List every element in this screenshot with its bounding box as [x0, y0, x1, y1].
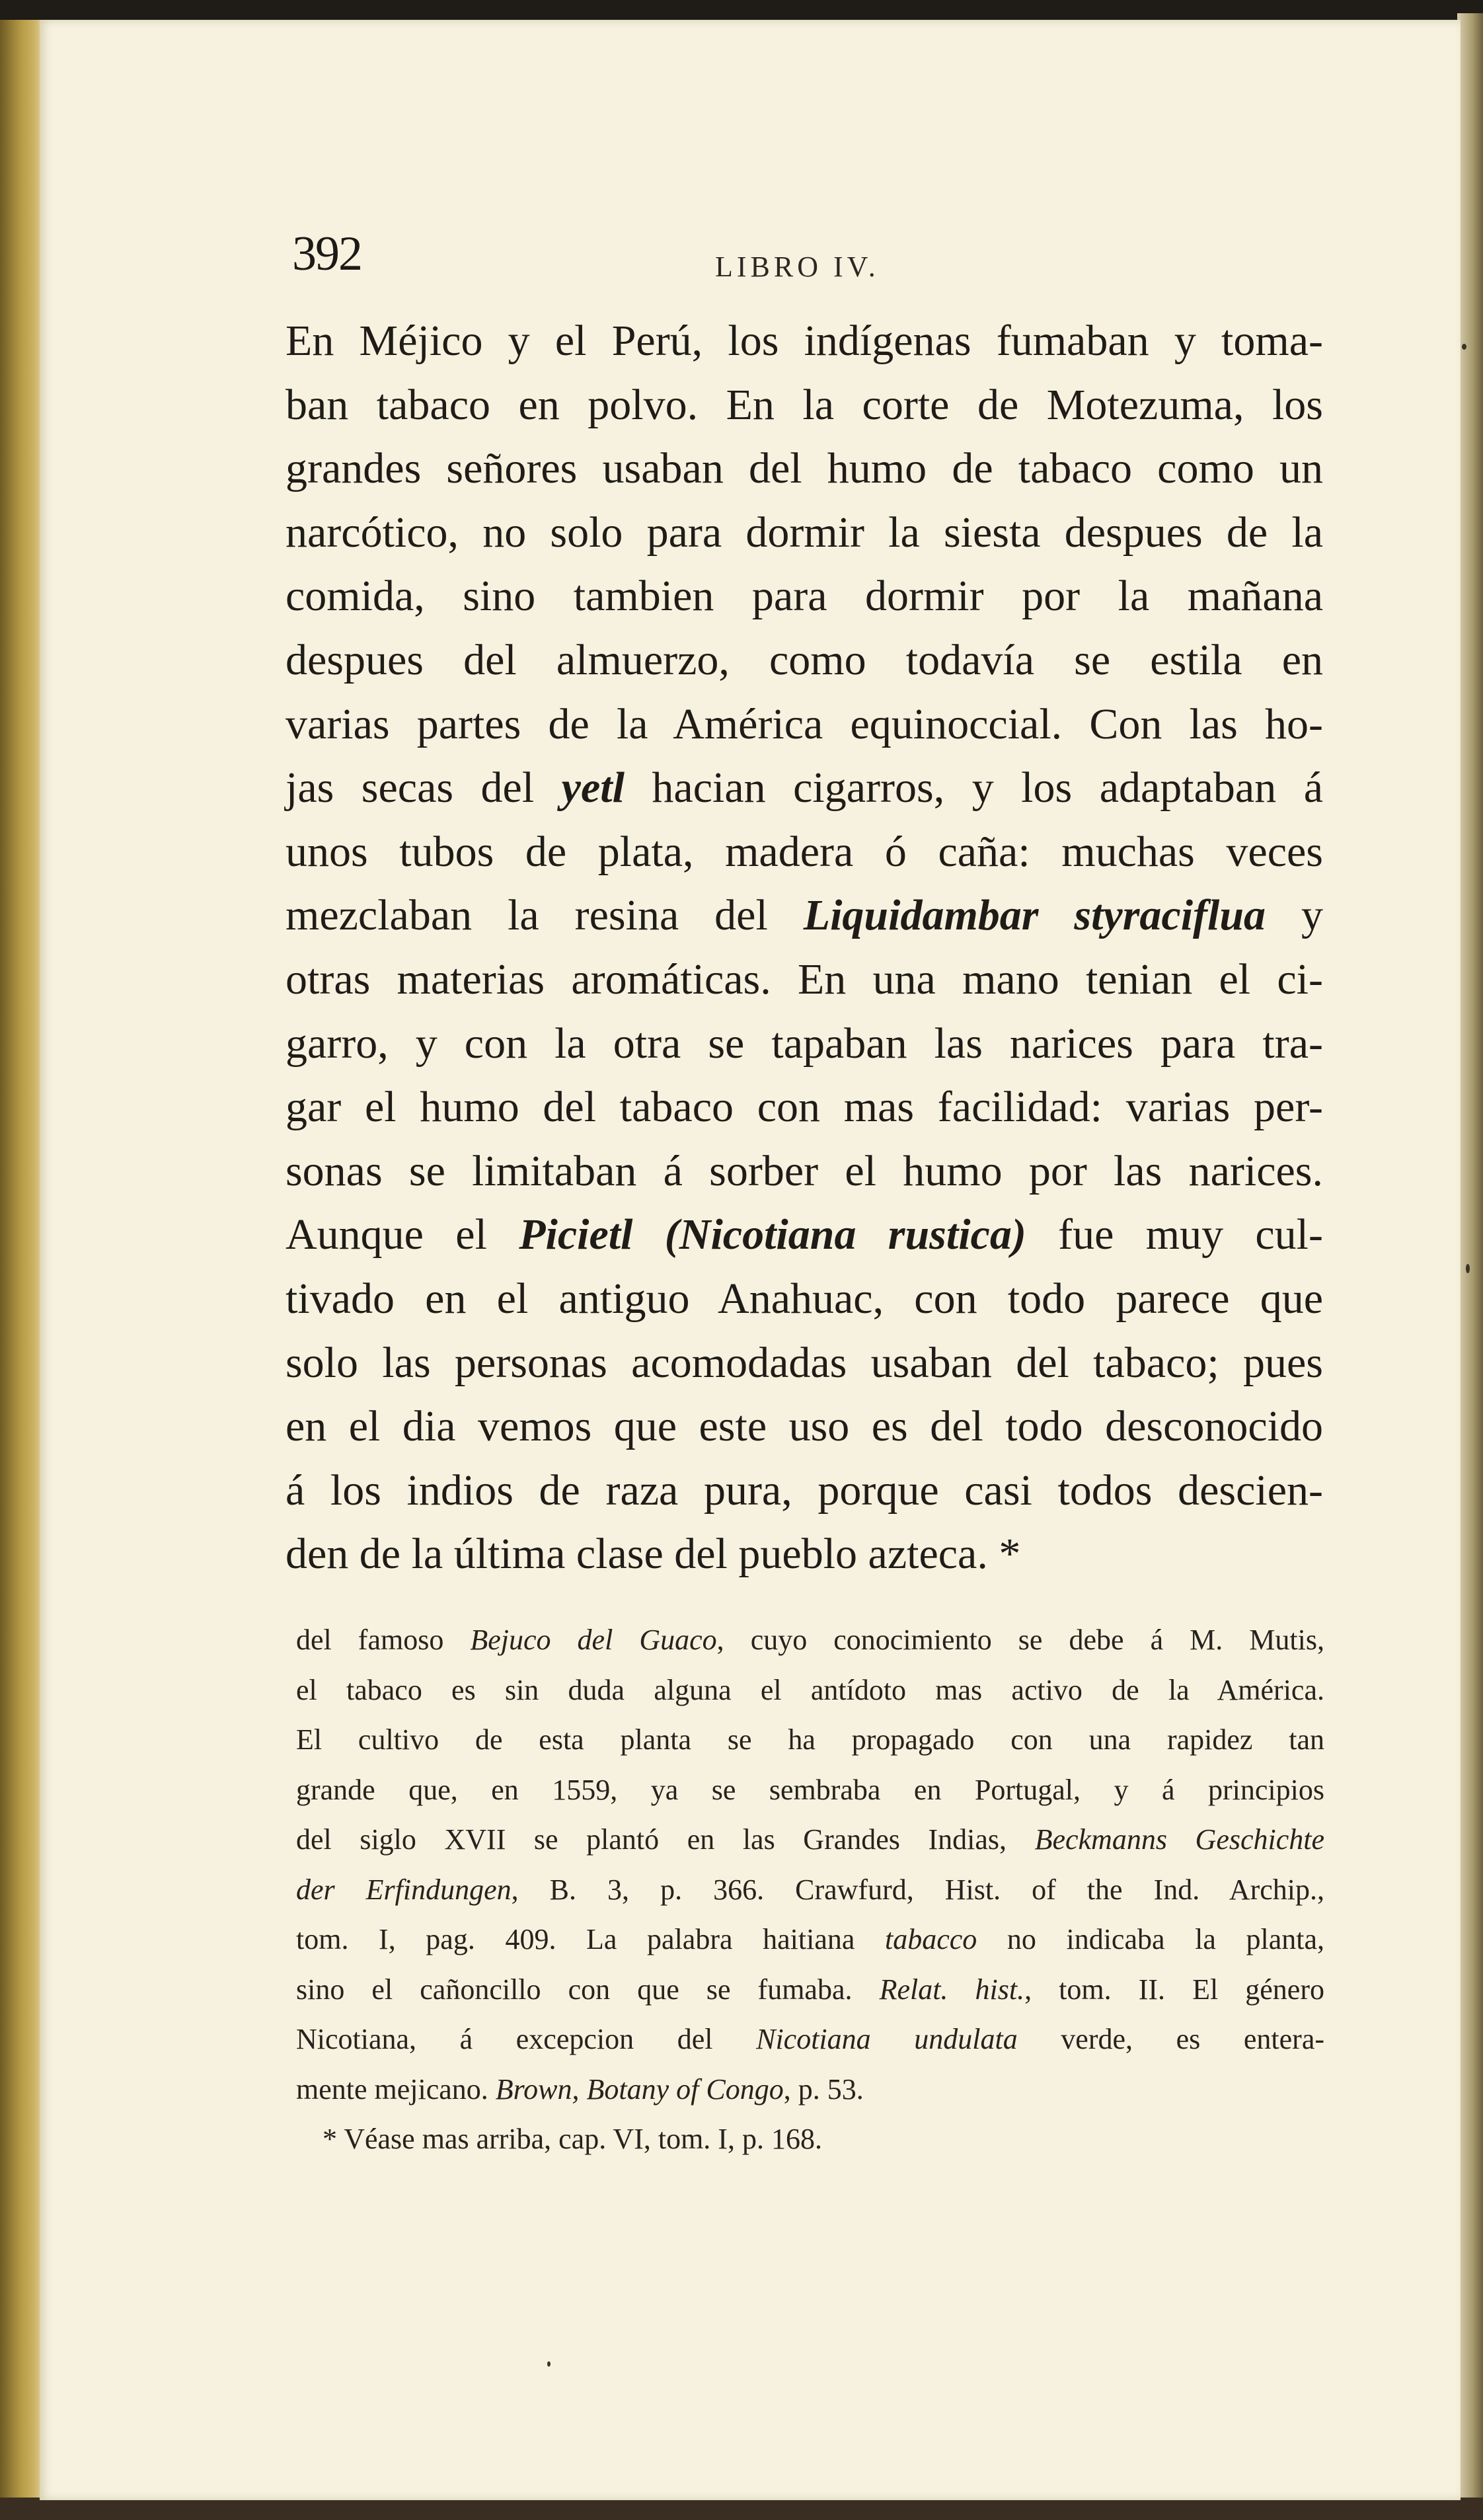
italic-term: Picietl (Nicotiana rustica) — [519, 1210, 1026, 1259]
text-line: ban tabaco en polvo. En la corte de Motezuma, los — [285, 380, 1323, 429]
page-header — [252, 213, 1356, 286]
italic-term: Bejuco del Guaco — [470, 1624, 717, 1656]
italic-term: Nicotiana undulata — [756, 2023, 1018, 2055]
italic-term: tabacco — [884, 1923, 977, 1955]
ink-speck — [547, 2361, 551, 2367]
text-line: garro, y con la otra se tapaban las narices para tra- — [285, 1019, 1323, 1068]
footnote-line: del famoso Bejuco del Guaco, cuyo conocimiento se debe á M. Mutis, — [296, 1624, 1324, 1656]
scan-top-border — [0, 0, 1483, 22]
footnote-line: Nicotiana, á excepcion del Nicotiana undulata verde, es entera- — [296, 2023, 1324, 2055]
italic-term: Beckmanns Geschichte — [1034, 1823, 1325, 1856]
footnotes-block — [296, 1615, 1324, 2164]
text-line: jas secas del yetl hacian cigarros, y los adaptaban á — [285, 764, 1323, 812]
ink-speck — [1466, 1264, 1470, 1273]
footnote-line: el tabaco es sin duda alguna el antídoto mas activo de la América. — [296, 1673, 1324, 1706]
text-line: tivado en el antiguo Anahuac, con todo parece que — [285, 1274, 1323, 1323]
text-line: solo las personas acomodadas usaban del tabaco; pues — [285, 1338, 1323, 1387]
text-line: despues del almuerzo, como todavía se estila en — [285, 635, 1323, 684]
footnote-asterisk: * Véase mas arriba, cap. VI, tom. I, p. 168. — [323, 2123, 822, 2155]
running-head: LIBRO IV. — [715, 251, 880, 283]
text-line: grandes señores usaban del humo de tabaco como un — [285, 444, 1323, 493]
italic-term: Brown, Botany of Congo — [495, 2072, 784, 2106]
footnote-line: sino el cañoncillo con que se fumaba. Relat. hist., tom. II. El género — [296, 1973, 1324, 2006]
text-line: Aunque el Picietl (Nicotiana rustica) fue muy cul- — [285, 1210, 1323, 1259]
footnote-line: mente mejicano. Brown, Botany of Congo, p. 53. — [296, 2072, 864, 2106]
footnote-line: del siglo XVII se plantó en las Grandes Indias, Beckmanns Geschichte — [296, 1823, 1325, 1856]
ink-speck — [1462, 344, 1466, 350]
text-line: mezclaban la resina del Liquidambar styraciflua y — [285, 891, 1323, 940]
footnote-line: grande que, en 1559, ya se sembraba en Portugal, y á principios — [296, 1773, 1324, 1806]
italic-term: yetl — [561, 764, 625, 812]
text-line: sonas se limitaban á sorber el humo por las narices. — [285, 1146, 1323, 1195]
text-line: á los indios de raza pura, porque casi todos descien- — [285, 1466, 1323, 1515]
text-line: unos tubos de plata, madera ó caña: muchas veces — [285, 827, 1323, 876]
italic-term: der Erfindungen — [296, 1873, 512, 1906]
footnote-line: El cultivo de esta planta se ha propagado con una rapidez tan — [296, 1723, 1324, 1756]
text-line: otras materias aromáticas. En una mano tenian el ci- — [285, 955, 1323, 1004]
footnote-line: tom. I, pag. 409. La palabra haitiana tabacco no indicaba la planta, — [296, 1923, 1324, 1955]
page-edge-right — [1457, 13, 1483, 2505]
text-line: en el dia vemos que este uso es del todo desconocido — [285, 1402, 1323, 1451]
italic-term: Relat. hist. — [879, 1973, 1025, 2006]
scan-bottom-border — [0, 2498, 1483, 2520]
main-text-block — [285, 309, 1323, 1587]
text-line: narcótico, no solo para dormir la siesta despues de la — [285, 508, 1323, 557]
text-line: comida, sino tambien para dormir por la mañana — [285, 572, 1323, 621]
text-line-last: den de la última clase del pueblo azteca. * — [285, 1530, 1021, 1579]
footnote-line: der Erfindungen, B. 3, p. 366. Crawfurd, Hist. of the Ind. Archip., — [296, 1873, 1324, 1906]
text-line: En Méjico y el Perú, los indígenas fumaban y toma- — [285, 317, 1323, 365]
page-number: 392 — [292, 227, 361, 281]
text-line: varias partes de la América equinoccial. Con las ho- — [285, 699, 1323, 748]
text-line: gar el humo del tabaco con mas facilidad: varias per- — [285, 1083, 1323, 1132]
italic-term: Liquidambar styraciflua — [803, 891, 1266, 940]
